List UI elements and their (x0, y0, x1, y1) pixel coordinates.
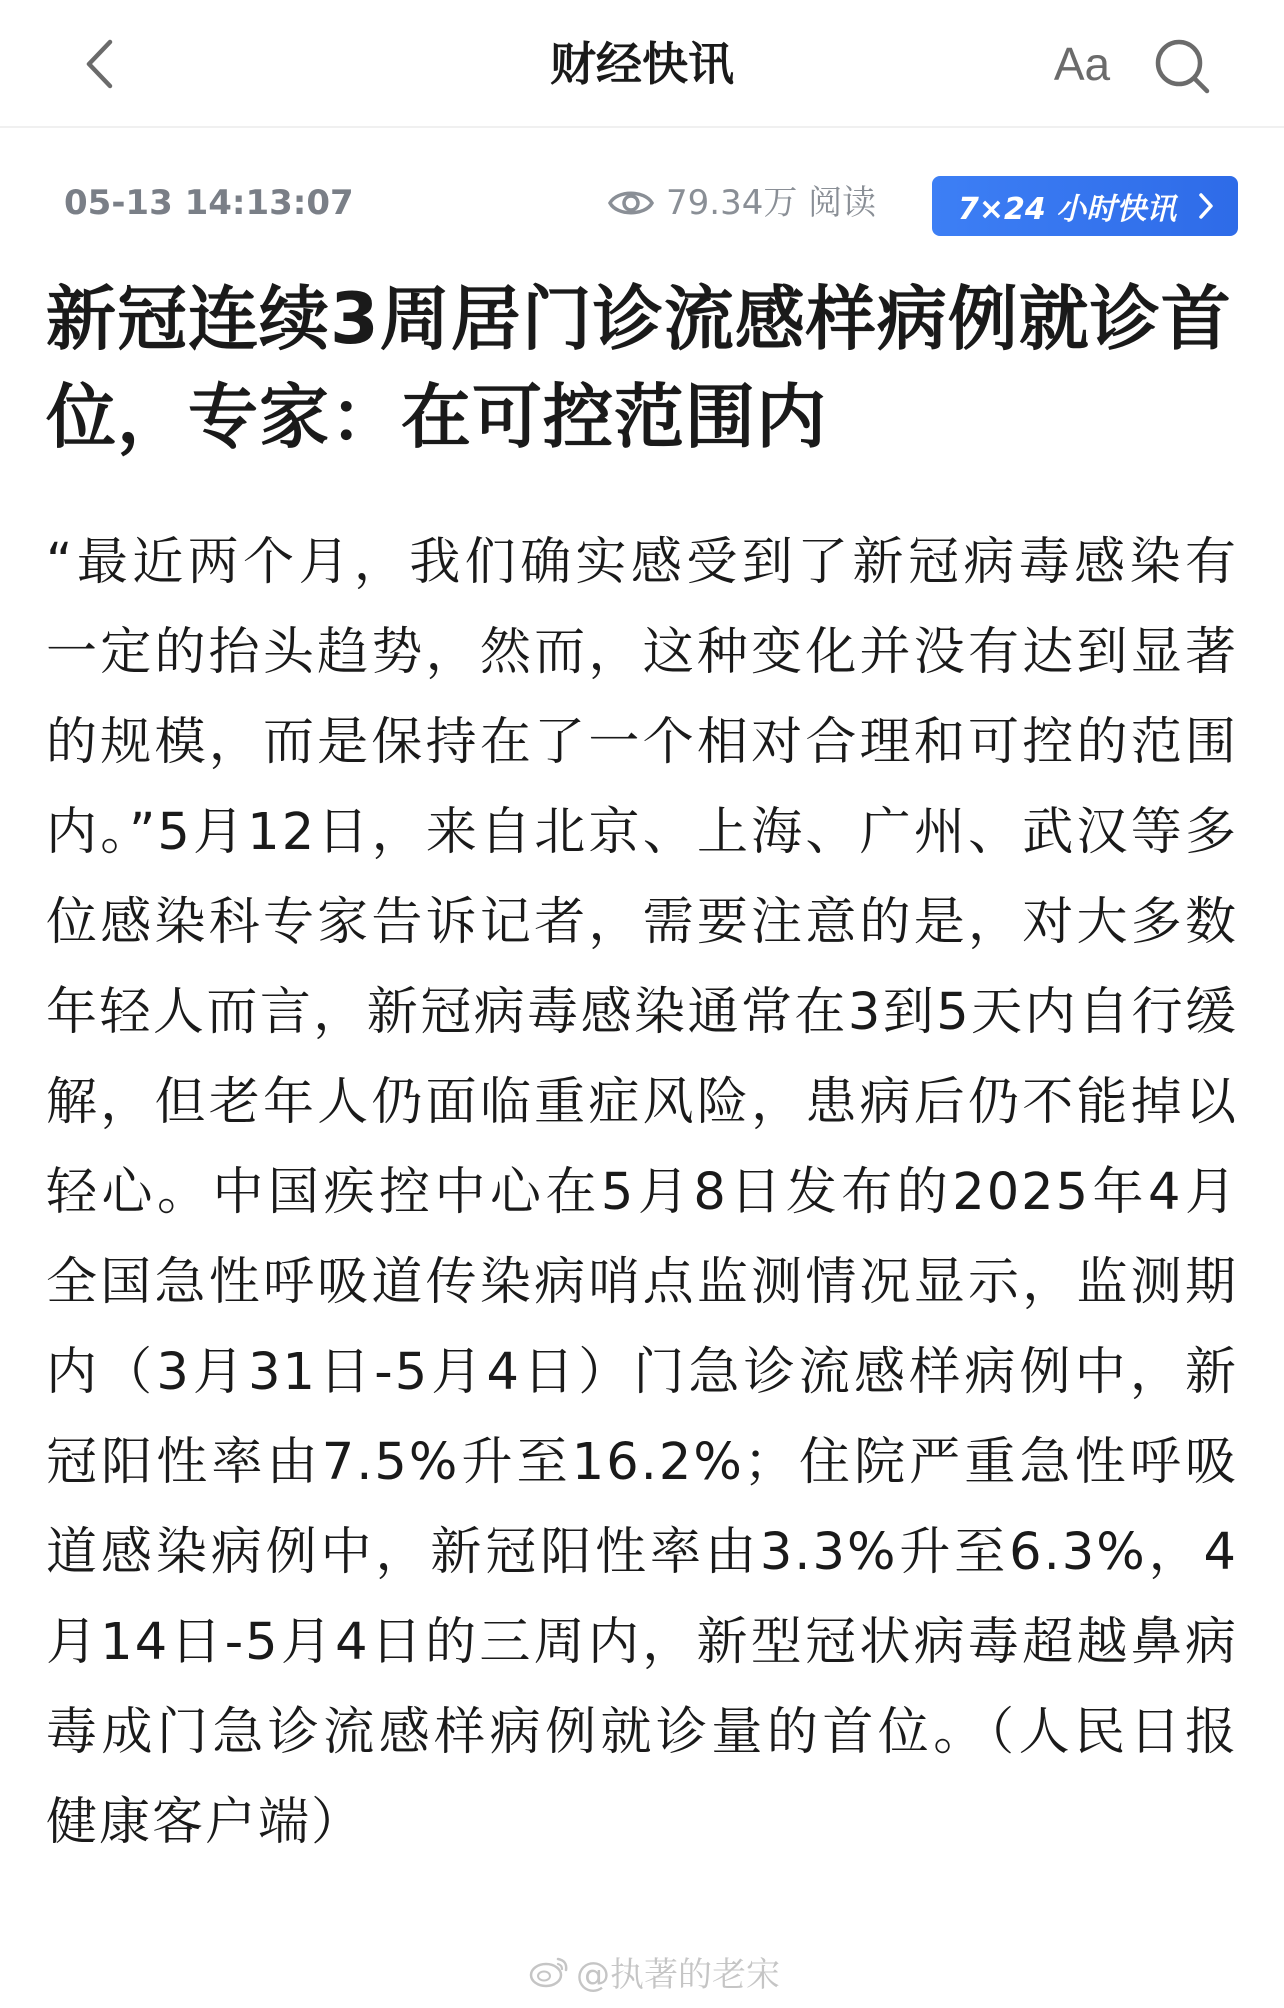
live-news-badge-label: 7×24 小时快讯 (958, 192, 1177, 227)
article-body: “最近两个月，我们确实感受到了新冠病毒感染有一定的抬头趋势，然而，这种变化并没有达到显著的规模，而是保持在了一个相对合理和可控的范围内。”5月12日，来自北京、上海、广州、武汉等多位感染科专家告诉记者，需要注意的是，对大多数年轻人而言，新冠病毒感染通常在3到5天内自行缓解，但老年人仍面临重症风险，患病后仍不能掉以轻心。中国疾控中心在5月8日发布的2025年4月全国急性呼吸道传染病哨点监测情况显示，监测期内（3月31日-5月4日）门急诊流感样病例中，新冠阳性率由7.5%升至16.2%；住院严重急性呼吸道感染病例中，新冠阳性率由3.3%升至6.3%，4月14日-5月4日的三周内，新型冠状病毒超越鼻病毒成门急诊流感样病例就诊量的首位。（人民日报健康客户端） (46, 533, 1238, 1852)
eye-icon (606, 180, 656, 226)
article-headline: 新冠连续3周居门诊流感样病例就诊首位，专家：在可控范围内 (46, 278, 1232, 458)
view-count (606, 180, 876, 226)
weibo-logo-icon (528, 1953, 570, 1989)
view-count-text: 79.34万 阅读 (666, 183, 877, 223)
chevron-right-icon (1196, 192, 1216, 220)
live-news-badge[interactable] (932, 176, 1238, 236)
font-size-button[interactable]: Aa (1053, 38, 1111, 90)
nav-bar (0, 0, 1284, 128)
weibo-watermark (528, 1948, 780, 1994)
article-meta (0, 166, 1284, 242)
search-button[interactable] (1150, 34, 1214, 98)
page-title: 财经快讯 (550, 37, 734, 91)
watermark-text: @执著的老宋 (576, 1954, 780, 1995)
search-icon (1153, 37, 1211, 95)
publish-timestamp: 05-13 14:13:07 (64, 183, 354, 223)
